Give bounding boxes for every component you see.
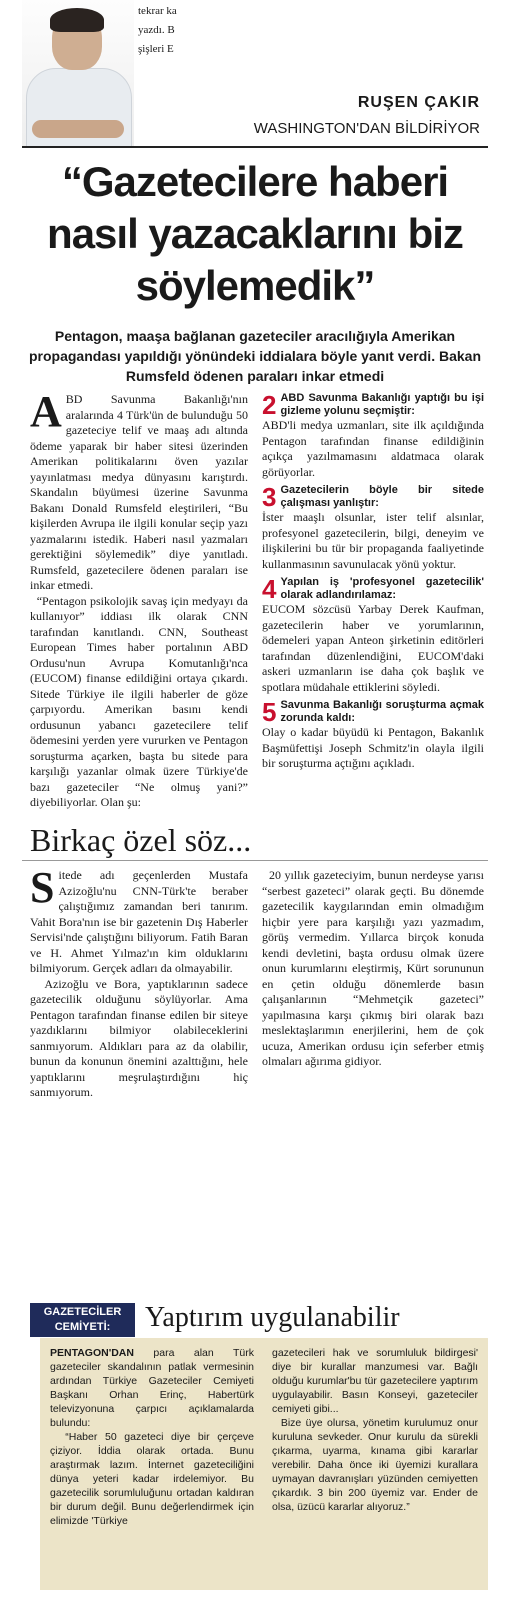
box-tag-line: GAZETECİLER: [43, 1306, 122, 1318]
commentary-column-left: [30, 868, 248, 1288]
box-lead: PENTAGON'DAN: [50, 1347, 134, 1359]
box-tag: [30, 1303, 135, 1337]
box-text: para alan Türk gazeteciler skandalının patlak vermesinin ardından Türkiye Gazeteciler Cemiyeti Başkanı Orhan Erinç, Habertürk televizyonuna çarpıcı açıklamalarda bulundu:: [50, 1347, 254, 1429]
fragment-line: şişleri E: [138, 43, 174, 55]
article-column-right: [262, 392, 484, 812]
point-4: [262, 576, 484, 602]
point-heading: ABD Savunma Bakanlığı yaptığı bu işi gizleme yolunu seçmiştir:: [280, 392, 484, 417]
header-rule: [22, 146, 488, 148]
commentary-column-right: [262, 868, 484, 1288]
article-column-left: [30, 392, 248, 812]
point-text: EUCOM sözcüsü Yarbay Derek Kaufman, gazetecilerin haber ve yorumlarının, ödemeleri yapan Anteon şirketinin editörleri tarafından düzenlendiğini, EUCOM'daki askeri uzmanların ise daha çok başlık ve spotlara müdahale ettiklerini söyledi.: [262, 602, 484, 694]
headline: “Gazetecilere haberi nasıl yazacaklarını biz söylemedik”: [47, 158, 463, 309]
point-text: Olay o kadar büyüdü ki Pentagon, Bakanlık Başmüfettişi Joseph Schmitz'in olayla ilgili bir soruşturma açtığını açıkladı.: [262, 725, 484, 770]
author-photo: [22, 0, 134, 148]
commentary-text: itede adı geçenlerden Mustafa Azizoğlu'nu CNN-Türk'te beraber çalıştığımız zamandan beri tanırım. Vahit Bora'nın ise bir gazetenin Dış Haberler Servisi'nde çalıştığını biliyorum. Fatih Baran ve H. Ahmet Yılmaz'ın kim olduklarını bilmiyorum. Gerçek adları da olmayabilir.: [30, 868, 248, 975]
author-name: RUŞEN ÇAKIR: [357, 94, 480, 111]
point-text: ABD'li medya uzmanları, site ilk açıldığında Pentagon tarafından finanse edildiğinin açıkça yazılmamasını aldatmaca olarak görüyorlar.: [262, 418, 484, 479]
point-3: [262, 484, 484, 510]
drop-cap: A: [30, 392, 62, 436]
point-text: İster maaşlı olsunlar, ister telif alsınlar, profesyonel gazetecilerin, bilgi, deneyim ve ilişkilerini bu tür bir propaganda faaliyetinde kullanmasının savunulacak yönü yoktur.: [262, 510, 484, 571]
fragment-line: tekrar ka: [138, 5, 177, 17]
fragment-line: yazdı. B: [138, 24, 175, 36]
drop-cap: S: [30, 868, 55, 912]
point-number: 3: [262, 482, 277, 512]
point-heading: Savunma Bakanlığı soruşturma açmak zorunda kaldı:: [280, 699, 484, 724]
point-number: 5: [262, 697, 277, 727]
point-heading: Gazetecilerin böyle bir sitede çalışması yanlıştır:: [280, 484, 484, 509]
point-2: [262, 392, 484, 418]
box-text: gazetecileri hak ve sorumluluk bildirgesi' diye bir kurallar manzumesi var. Bağlı olduğu kurumlar'bu tür gazetecilere yaptırım uygulayabilir. Basın Konseyi, gazeteciler cemiyeti gibi...: [272, 1347, 478, 1415]
commentary-text: 20 yıllık gazeteciyim, bunun nerdeyse yarısı “serbest gazeteci” olarak geçti. Bu dönemde gazetecilik kaygılarından emin olmadığım hiçbir yere para karşılığı yazı yazmadım, görüş vermedim. Yıllarca birçok konuda kendi devletini, başta ordusu olmak üzere onun kurumlarını eleştirmiş, Kürt sorununun en çetin olduğu dönemlerde basın çalışanlarının “Mehmetçik gazeteci” yapılmasına karşı çıkmış biri olarak bazı meslektaşlarımın enerjilerini, hem de çok ucuza, Amerikan ordusu için seferber etmiş olmaları ağırıma gidiyor.: [262, 868, 484, 1068]
previous-article-fragment: [138, 2, 178, 59]
box-column-right: [272, 1346, 478, 1586]
point-number: 4: [262, 574, 277, 604]
sidebar-box: [40, 1338, 488, 1590]
box-text: “Haber 50 gazeteci diye bir çerçeve çiziyor. İddia olarak ortada. Bunu araştırmak lazım. İnternet gazeteciliğini dünya yeteri kadar irdelemiyor. Bu gazetecilik sorumluluğunu ortadan kaldıran bir durum değil. Bunu değerlendirmek için elimizde 'Türkiye: [50, 1431, 254, 1527]
point-heading: Yapılan iş 'profesyonel gazetecilik' olarak adlandırılamaz:: [280, 576, 484, 601]
article-text: “Pentagon psikolojik savaş için medyayı da kullanıyor” iddiası ilk olarak CNN tarafından kanıtlandı. CNN, Southeast European Times haber portalının ABD Ordusu'nun Avrupa Komutanlığı'nca (EUCOM) finanse edildiğini ortaya çıkardı. Sitede Türkiye ile ilgili haberler de göze çarpıyordu. Amerikan basını kendi ordusunun yabancı gazetecilere telif ödemesini yerden yere vururken ve Pentagon soruşturma açarken, başta bu sitede para karşılığı yazanlar olmak üzere Türkiye'de bazı gazeteciler “Ne olmuş yani?” diyebiliyorlar. Olan şu:: [30, 593, 248, 809]
box-title: Yaptırım uygulanabilir: [145, 1302, 400, 1333]
dateline: WASHINGTON'DAN BİLDİRİYOR: [253, 120, 480, 137]
point-number: 2: [262, 392, 277, 420]
box-text: Bize üye olursa, yönetim kurulumuz onur kuruluna sevkeder. Onur kurulu da sürekli çıkarma, uyarma, kınama gibi kararlar verebilir. Daha önce iki üyemizi kurallara uymayan davranışları yüzünden cemiyetten çıkardık. 3 bin 200 üyemiz var. Ender de olsa, üzücü kararlar alıyoruz.”: [272, 1417, 478, 1513]
box-column-left: [50, 1346, 254, 1586]
commentary-text: Azizoğlu ve Bora, yaptıklarının sadece gazetecilik olduğunu söylüyorlar. Ama Pentagon tarafından finanse edilen bir siteye yazdıklarını bilmiyor olabileceklerini sanmıyorum. Aldıkları para az da olabilir, bunun da konunun önemini azalttığını, hele yaptıklarını meşrulaştırdığını hiç sanmıyorum.: [30, 976, 248, 1099]
box-tag-line: CEMİYETİ:: [54, 1321, 111, 1333]
point-5: [262, 699, 484, 725]
article-text: BD Savunma Bakanlığı'nın aralarında 4 Türk'ün de bulunduğu 50 gazeteciye telif ve maaş adı altında ödeme yaparak bir haber sitesi üzerinden Amerikan politikalarını öven yazılar yayınlatması medya dünyasını karıştırdı. Skandalın büyümesi üzerine Savunma Bakanı Donald Rumsfeld eleştirileri, “Bu kişilerden Avrupa ile ilgili konular seçip yazı yazmalarını istedik. Haberi nasıl yazmaları gerektiğini söylemedik” diye yanıtladı. Rumsfeld, gazetecilere ödenen paraları ise inkar etmedi.: [30, 392, 248, 592]
deck: Pentagon, maaşa bağlanan gazeteciler aracılığıyla Amerikan propagandası yapıldığı yönündeki iddialara böyle yanıt verdi. Bakan Rumsfeld ödenen paraları inkar etmedi: [28, 328, 481, 384]
section-rule: [22, 860, 488, 861]
section-title: Birkaç özel söz...: [30, 822, 252, 858]
